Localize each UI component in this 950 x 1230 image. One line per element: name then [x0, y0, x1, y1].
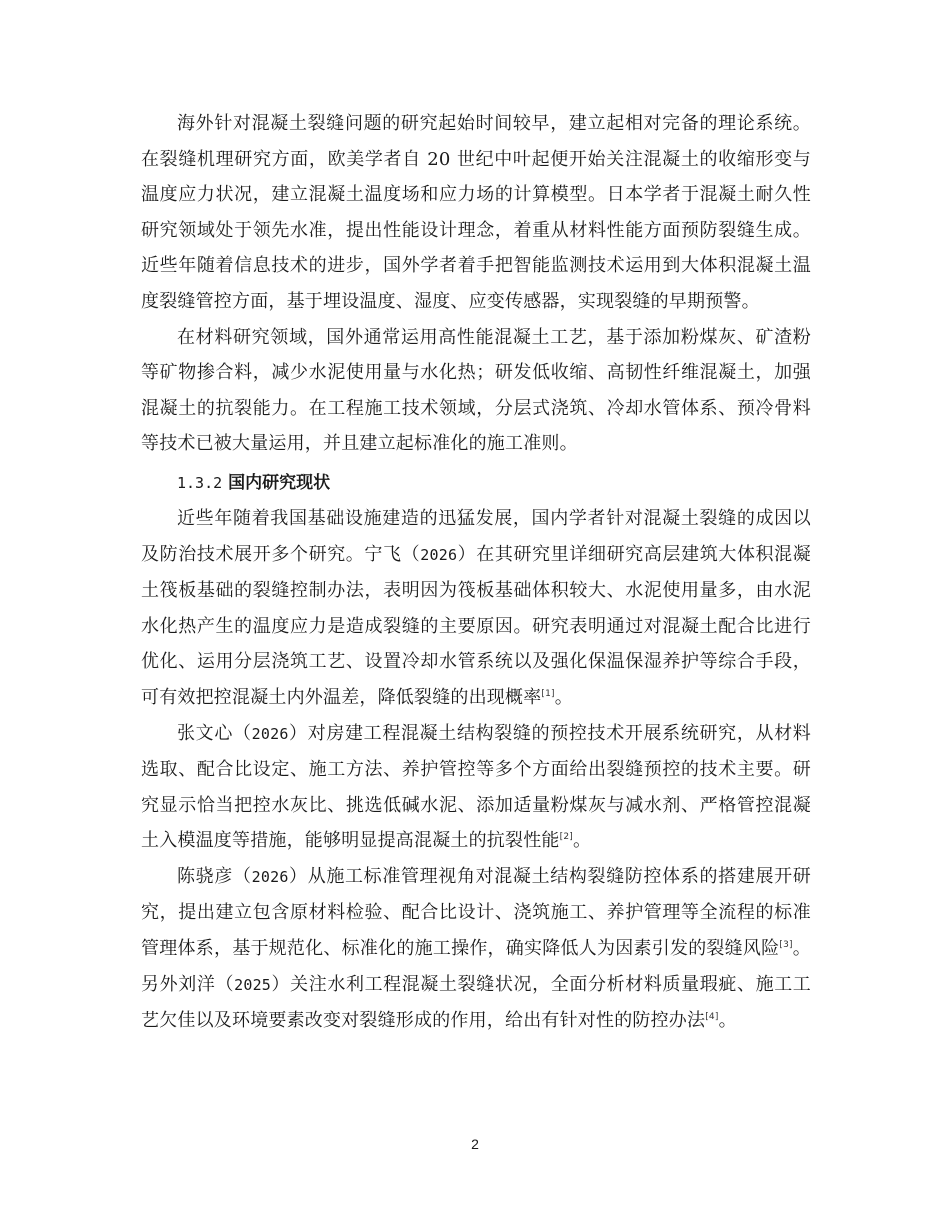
- year: 2026: [251, 724, 289, 743]
- text-run: 张文心（: [177, 722, 252, 744]
- citation-ref[interactable]: [2]: [559, 832, 573, 843]
- text-run: ）从施工标准管理视角对混凝土结构裂缝防控体系的搭建展开研究，提出建立包含原材料检验、配合比设计、浇筑施工、养护管理等全流程的标准管理体系，基于规范化、标准化的施工操作，确实降低人为因素引发的裂缝风险: [141, 865, 811, 960]
- body-paragraph: [141, 716, 811, 859]
- body-paragraph: [141, 501, 811, 716]
- section-title: 国内研究现状: [228, 472, 331, 493]
- section-heading: [141, 465, 811, 501]
- text-run: 。: [554, 686, 573, 708]
- body-paragraph: 在材料研究领域，国外通常运用高性能混凝土工艺，基于添加粉煤灰、矿渣粉等矿物掺合料，减少水泥使用量与水化热；研发低收缩、高韧性纤维混凝土，加强混凝土的抗裂能力。在工程施工技术领域，分层式浇筑、冷却水管体系、预冷骨料等技术已被大量运用，并且建立起标准化的施工准则。: [141, 326, 811, 455]
- section-number: 1.3.2: [177, 473, 223, 492]
- page-content: [141, 106, 811, 1039]
- text-run: 陈骁彦（: [177, 865, 252, 887]
- year: 2026: [420, 545, 458, 564]
- body-paragraph: [141, 859, 811, 1039]
- text-run: 。另外刘洋（: [141, 938, 812, 995]
- text-run: 近些年随着我国基础设施建造的迅猛发展，国内学者针对混凝土裂缝的成因以及防治技术展开多个研究。宁飞（: [141, 507, 811, 565]
- text-run: ）对房建工程混凝土结构裂缝的预控技术开展系统研究，从材料选取、配合比设定、施工方法、养护管控等多个方面给出裂缝预控的技术主要。研究显示恰当把控水灰比、挑选低碱水泥、添加适量粉煤灰与减水剂、严格管控混凝土入模温度等措施，能够明显提高混凝土的抗裂性能: [141, 722, 811, 852]
- body-paragraph: 海外针对混凝土裂缝问题的研究起始时间较早，建立起相对完备的理论系统。在裂缝机理研究方面，欧美学者自 20 世纪中叶起便开始关注混凝土的收缩形变与温度应力状况，建立混凝土温度场和应力场的计算模型。日本学者于混凝土耐久性研究领域处于领先水准，提出性能设计理念，着重从材料性能方面预防裂缝生成。近些年随着信息技术的进步，国外学者着手把智能监测技术运用到大体积混凝土温度裂缝管控方面，基于埋设温度、湿度、应变传感器，实现裂缝的早期预警。: [141, 113, 811, 312]
- year: 2025: [234, 975, 272, 994]
- citation-ref[interactable]: [1]: [541, 688, 555, 699]
- citation-ref[interactable]: [4]: [705, 1012, 719, 1023]
- page-number: 2: [471, 1136, 479, 1152]
- text-run: 。: [718, 1010, 737, 1032]
- text-run: ）在其研究里详细研究高层建筑大体积混凝土筏板基础的裂缝控制办法，表明因为筏板基础体积较大、水泥使用量多，由水泥水化热产生的温度应力是造成裂缝的主要原因。研究表明通过对混凝土配合比进行优化、运用分层浇筑工艺、设置冷却水管系统以及强化保温保湿养护等综合手段，可有效把控混凝土内外温差，降低裂缝的出现概率: [141, 543, 811, 708]
- citation-ref[interactable]: [3]: [779, 940, 793, 951]
- text-run: ）关注水利工程混凝土裂缝状况，全面分析材料质量瑕疵、施工工艺欠佳以及环境要素改变对裂缝形成的作用，给出有针对性的防控办法: [141, 973, 812, 1032]
- text-run: 。: [572, 830, 592, 852]
- year: 2026: [251, 867, 289, 886]
